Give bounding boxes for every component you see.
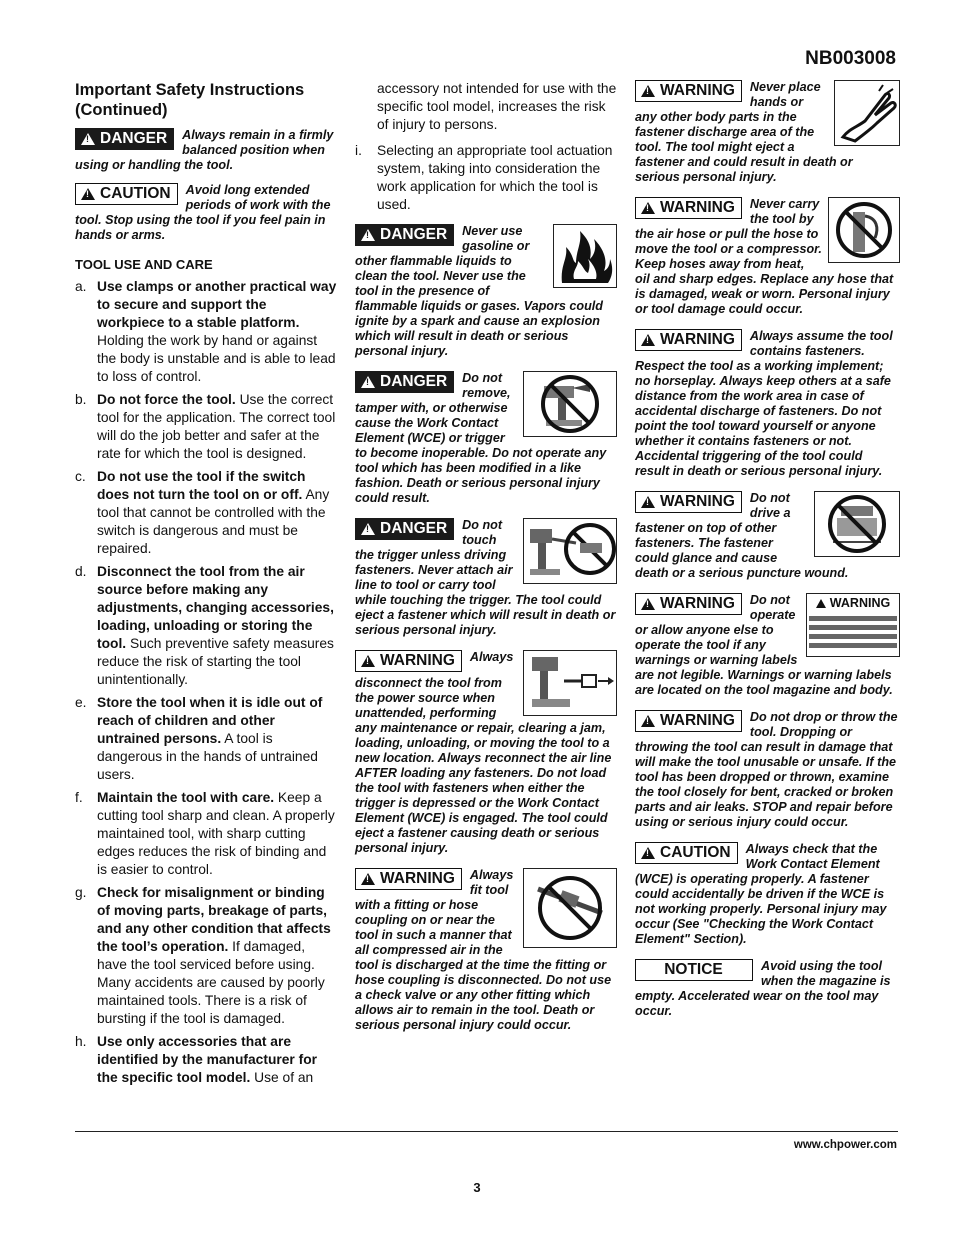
list-item: e. Store the tool when it is idle out of reach of children and other untrained persons. A tool is dangerous in the hands of untrained users. (75, 695, 323, 782)
danger-badge: ! DANGER (355, 371, 454, 393)
warning-badge: ! WARNING (635, 710, 742, 732)
danger-balance: ! DANGER Always remain in a firmly balanced position when using or handling the tool. (75, 128, 337, 173)
danger-trigger: ! DANGER Do not touch the trigger unless driving fasteners. Never attach air line to tool or carry tool while touching the trigger. The tool could eject a fastener which will result in death or serious personal injury. (355, 518, 617, 638)
warning-badge: ! WARNING (635, 593, 742, 615)
disconnect-air-icon (524, 651, 616, 715)
warning-air-hose: ! WARNING Never carry the tool by the air hose or pull the hose to move the tool or a compressor. Keep hoses away from heat, oil and sharp edges. Replace any hose that is damaged, weak or worn. Personal injury or tool damage could occur. (635, 197, 900, 317)
tool-use-list-continued (355, 80, 617, 214)
list-item: c. Do not use the tool if the switch does not turn the tool on or off. Any tool that cannot be controlled with the switch is dangerous and must be repaired. (75, 469, 330, 556)
flame-pictogram (553, 224, 617, 288)
alert-triangle-icon (641, 847, 655, 859)
warning-badge: ! WARNING (635, 197, 742, 219)
caution-badge: ! CAUTION (75, 183, 178, 205)
section-title: Important Safety Instructions (Continued) (75, 81, 305, 119)
no-check-valve-pictogram (523, 868, 617, 948)
prohibition-icon (524, 372, 616, 436)
warning-assume-fasteners: ! WARNING Always assume the tool contains fasteners. Respect the tool as a working implement; no horseplay. Always keep others at a safe distance from the work area in case of accidental discharge of fasteners. Do not point the tool toward yourself or anyone whether it contains fasteners or not. Accidental triggering of the tool could result in death or serious personal injury. (635, 329, 900, 479)
list-item: b. Do not force the tool. Use the correct tool for the application. The correct tool will do the job better and safer at the rate for which the tool is designed. (75, 392, 336, 461)
caution-wce-check: ! CAUTION Always check that the Work Contact Element (WCE) is operating properly. A fastener could accidentally be driven if the WCE is not working properly. Personal injury may occur (See "Checking the Work Contact Element" Section). (635, 842, 900, 947)
danger-flammable: ! DANGER Never use gasoline or other flammable liquids to clean the tool. Never use the tool in the presence of flammable liquids or gases. Vapors could ignite by a spark and cause an explosion which will result in death or serious personal injury. (355, 224, 617, 359)
warning-badge: ! WARNING (635, 329, 742, 351)
alert-triangle-icon (641, 85, 655, 97)
alert-triangle-icon (81, 133, 95, 145)
warning-label-pictogram (806, 593, 900, 657)
warning-drop-throw: ! WARNING Do not drop or throw the tool. Dropping or throwing the tool can result in damage that will make the tool unusable or unsafe. If the tool has been dropped or thrown, examine the tool closely for bent, cracked or broken parts and air leaks. STOP and repair before using or serious injury could occur. (635, 710, 900, 830)
warning-label-header: WARNING (807, 594, 899, 612)
list-item: accessory not intended for use with the specific tool model, increases the risk of injury to persons. (377, 81, 617, 132)
list-item: f. Maintain the tool with care. Keep a cutting tool sharp and clean. A properly maintained tool, with sharp cutting edges reduces the risk of binding and is easier to control. (75, 790, 335, 877)
model-number: NB003008 (805, 48, 896, 69)
warning-hands: ! WARNING Never place hands or any other body parts in the fastener discharge area of the tool. The tool might eject a fastener and could result in death or serious personal injury. (635, 80, 900, 185)
warning-stacked-fasteners: ! WARNING Do not drive a fastener on top of other fasteners. The fastener could glance and cause death or a serious puncture wound. (635, 491, 900, 581)
alert-triangle-icon (361, 523, 375, 535)
no-trigger-pictogram (523, 518, 617, 584)
no-carry-by-hose-pictogram (828, 197, 900, 263)
hand-pictogram (834, 80, 900, 146)
alert-triangle-icon (361, 655, 375, 667)
column-3 (635, 80, 900, 1031)
footer-url: www.chpower.com (793, 1139, 897, 1151)
prohibition-icon (524, 869, 616, 947)
column-1 (75, 80, 337, 1092)
danger-badge: ! DANGER (75, 128, 174, 150)
warning-badge: ! WARNING (355, 868, 462, 890)
list-item: i. Selecting an appropriate tool actuation system, taking into consideration the work application for which the tool is used. (355, 143, 613, 212)
alert-triangle-icon (641, 496, 655, 508)
list-item: a. Use clamps or another practical way to secure and support the workpiece to a stable platform. Holding the work by hand or against the body is unstable and is able to lead to loss of control. (75, 279, 337, 384)
hand-icon (835, 81, 899, 145)
warning-badge: ! WARNING (355, 650, 462, 672)
flame-icon (554, 225, 616, 287)
label-lines-icon (807, 612, 899, 656)
notice-empty-magazine: NOTICE Avoid using the tool when the magazine is empty. Accelerated wear on the tool may occur. (635, 959, 891, 1018)
tool-use-list (75, 278, 337, 1087)
column-2 (355, 80, 617, 1045)
warning-disconnect: ! WARNING Always disconnect the tool from the power source when unattended, performing any maintenance or repair, clearing a jam, loading, unloading, or moving the tool to a new location. Always reconnect the air line AFTER loading any fasteners. Do not load the tool with fasteners when either the trigger is depressed or the Work Contact Element (WCE) is engaged. The tool could eject a fastener causing death or serious personal injury. (355, 650, 617, 856)
prohibition-icon (829, 198, 899, 262)
list-item: h. Use only accessories that are identified by the manufacturer for the specific tool model. Use of an (75, 1034, 318, 1085)
warning-badge: ! WARNING (635, 80, 742, 102)
warning-badge: ! WARNING (635, 491, 742, 513)
list-item: d. Disconnect the tool from the air source before making any adjustments, changing accessories, loading, unloading or storing the tool. Such preventive safety measures reduce the risk of starting the tool unintentionally. (75, 564, 334, 687)
footer-divider (75, 1131, 898, 1132)
alert-triangle-icon (361, 229, 375, 241)
prohibition-icon (524, 519, 616, 583)
alert-triangle-icon (641, 598, 655, 610)
warning-labels-legible: WARNING ! WARNING Do not operate or allow anyone else to operate the tool if any warnings or warning labels are not legible. Warnings or warning labels are located on the tool magazine and body. (635, 593, 900, 698)
page-number: 3 (473, 1180, 481, 1195)
danger-wce-tamper: ! DANGER Do not remove, tamper with, or otherwise cause the Work Contact Element (WCE) or trigger to become inoperable. Do not operate any tool which has been modified in a like fashion. Death or serious personal injury could result. (355, 371, 617, 506)
alert-triangle-icon (641, 334, 655, 346)
caution-badge: ! CAUTION (635, 842, 738, 864)
alert-triangle-icon (361, 873, 375, 885)
danger-badge: ! DANGER (355, 224, 454, 246)
list-item: g. Check for misalignment or binding of moving parts, breakage of parts, and any other condition that affects the tool’s operation. If damaged, have the tool serviced before using. Many accidents are caused by poorly maintained tools. There is a risk of bursting if the tool is damaged. (75, 885, 331, 1026)
disconnect-pictogram (523, 650, 617, 716)
subheading-tool-use: TOOL USE AND CARE (75, 257, 213, 272)
notice-badge: NOTICE (635, 959, 753, 981)
no-stacked-fastener-pictogram (814, 491, 900, 557)
caution-extended-work: ! CAUTION Avoid long extended periods of work with the tool. Stop using the tool if you feel pain in hands or arms. (75, 183, 337, 243)
alert-triangle-icon (361, 376, 375, 388)
alert-triangle-icon (81, 188, 95, 200)
alert-triangle-icon (816, 599, 826, 608)
alert-triangle-icon (641, 715, 655, 727)
alert-triangle-icon (641, 202, 655, 214)
danger-badge: ! DANGER (355, 518, 454, 540)
warning-fitting: ! WARNING Always fit tool with a fitting or hose coupling on or near the tool in such a manner that all compressed air in the tool is discharged at the time the fitting or hose coupling is disconnected. Do not use a check valve or any other fitting which allows air to remain in the tool. Death or serious personal injury could occur. (355, 868, 617, 1033)
no-tamper-pictogram (523, 371, 617, 437)
prohibition-icon (815, 492, 899, 556)
